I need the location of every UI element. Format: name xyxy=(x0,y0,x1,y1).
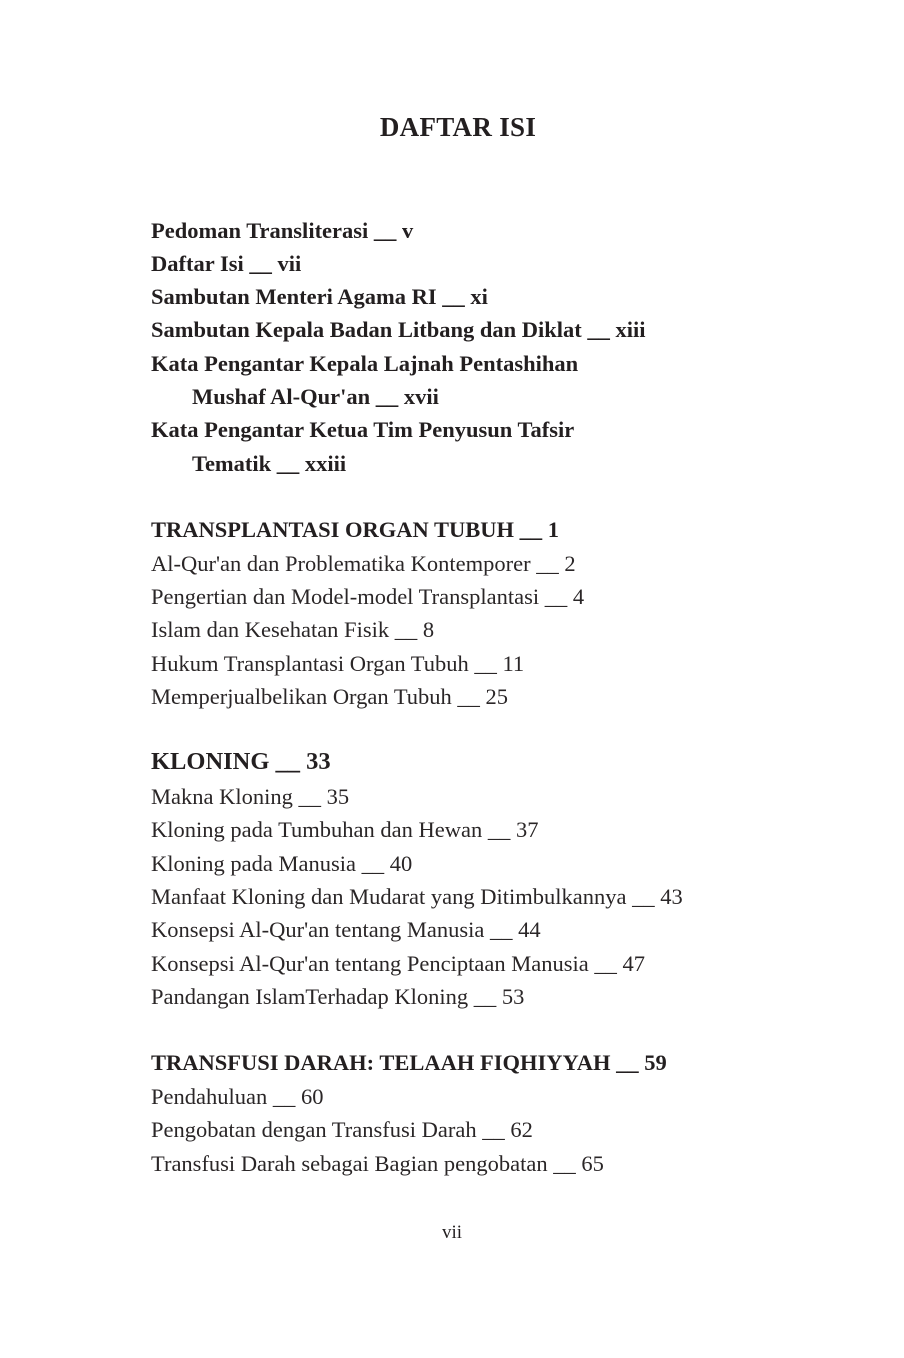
section-heading: TRANSPLANTASI ORGAN TUBUH __ 1 xyxy=(151,517,559,542)
toc-item: Al-Qur'an dan Problematika Kontemporer __ 2 xyxy=(151,551,576,576)
toc-item: Islam dan Kesehatan Fisik __ 8 xyxy=(151,617,435,642)
toc-entry: Daftar Isi __ vii xyxy=(151,251,302,276)
toc-item: Hukum Transplantasi Organ Tubuh __ 11 xyxy=(151,651,525,676)
toc-entry: Sambutan Menteri Agama RI __ xi xyxy=(151,284,488,309)
toc-item: Pendahuluan __ 60 xyxy=(151,1084,324,1109)
toc-item: Konsepsi Al-Qur'an tentang Penciptaan Manusia __ 47 xyxy=(151,951,645,976)
toc-item: Makna Kloning __ 35 xyxy=(151,784,350,809)
toc-item: Transfusi Darah sebagai Bagian pengobatan __ 65 xyxy=(151,1151,604,1176)
toc-entry: Kata Pengantar Kepala Lajnah Pentashihan xyxy=(151,351,579,376)
toc-item: Pengobatan dengan Transfusi Darah __ 62 xyxy=(151,1117,533,1142)
toc-item: Memperjualbelikan Organ Tubuh __ 25 xyxy=(151,684,509,709)
toc-item: Kloning pada Tumbuhan dan Hewan __ 37 xyxy=(151,817,539,842)
toc-entry: Sambutan Kepala Badan Litbang dan Diklat __ xiii xyxy=(151,317,646,342)
toc-item: Konsepsi Al-Qur'an tentang Manusia __ 44 xyxy=(151,917,541,942)
toc-item: Manfaat Kloning dan Mudarat yang Ditimbulkannya __ 43 xyxy=(151,884,683,909)
toc-entry: Pedoman Transliterasi __ v xyxy=(151,218,414,243)
section-heading: TRANSFUSI DARAH: TELAAH FIQHIYYAH __ 59 xyxy=(151,1050,667,1075)
toc-entry-continuation: Tematik __ xxiii xyxy=(192,451,347,476)
toc-item: Kloning pada Manusia __ 40 xyxy=(151,851,413,876)
toc-item: Pengertian dan Model-model Transplantasi __ 4 xyxy=(151,584,585,609)
section-heading: KLONING __ 33 xyxy=(151,748,331,775)
toc-entry-continuation: Mushaf Al-Qur'an __ xvii xyxy=(192,384,439,409)
page-number: vii xyxy=(441,1222,463,1243)
page-title: DAFTAR ISI xyxy=(379,112,537,142)
toc-item: Pandangan IslamTerhadap Kloning __ 53 xyxy=(151,984,525,1009)
toc-entry: Kata Pengantar Ketua Tim Penyusun Tafsir xyxy=(151,417,575,442)
